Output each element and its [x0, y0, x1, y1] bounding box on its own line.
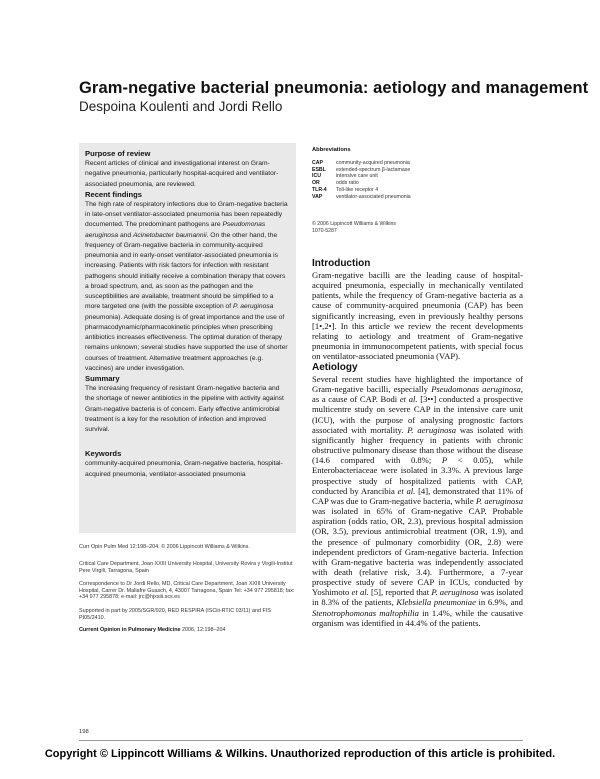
abbreviation-row	[312, 173, 411, 180]
footer-divider	[79, 740, 523, 741]
abbreviation-definition: Toll-like receptor 4	[336, 186, 379, 193]
abbreviation-code: TLR-4	[312, 186, 327, 193]
correspondence: Correspondence to Dr Jordi Rello, MD, Critical Care Department, Joan XXIII University Hospital, Carrer Dr. Mallafre Guasch, 4, 43007 Tarragona, Spain Tel: +34 977 295818; fax: +34 977 295878; e-mail: jrc@hjxxiii.scs.es	[79, 581, 295, 601]
summary-text: The increasing frequency of resistant Gram-negative bacteria and the shortage of newer antibiotics in the pipeline with activity against Gram-negative bacteria is of concern. Early effective antimicrobial treatment is a key for the resolution of infection and improved survival.	[85, 385, 284, 433]
citation: Curr Opin Pulm Med 12:198–204. © 2006 Lippincott Williams & Wilkins.	[79, 544, 250, 550]
abbreviation-row	[312, 187, 411, 194]
copyright-footer: Copyright © Lippincott Williams & Wilkins. Unauthorized reproduction of this article is prohibited.	[44, 748, 556, 760]
keywords-heading: Keywords	[85, 449, 122, 459]
abbreviation-row	[312, 194, 411, 201]
abstract-box	[79, 143, 296, 533]
introduction-text: Gram-negative bacilli are the leading cause of hospital-acquired pneumonia, especially in mechanically ventilated patients, while the frequency of Gram-negative bacteria as a cause of community-acquired pneumonia (CAP) has been significantly increasing, even in previously healthy persons [1•,2•]. In this article we review the recent developments relating to aetiology and treatment of Gram-negative pneumonia in immunocompetent patients, with special focus on ventilator-associated pneumonia (VAP).	[312, 270, 523, 362]
abbreviation-row	[312, 167, 411, 174]
introduction-heading: Introduction	[312, 258, 371, 269]
abbreviation-row	[312, 180, 411, 187]
abbreviation-code: CAP	[312, 160, 323, 166]
abbreviation-row	[312, 160, 411, 167]
abbreviation-definition: intensive care unit	[336, 173, 378, 180]
page-number: 198	[79, 729, 89, 735]
abbreviation-definition: odds ratio	[336, 180, 359, 187]
article-title: Gram-negative bacterial pneumonia: aetiology and management	[79, 79, 589, 97]
journal-info: Current Opinion in Pulmonary Medicine 2006, 12:198–204	[79, 627, 226, 633]
purpose-text: Recent articles of clinical and investigational interest on Gram-negative pneumonia, particularly hospital-acquired and ventilator-associated pneumonia, are reviewed.	[85, 160, 279, 188]
funding-note: Supported in part by 2005/SGR/920, RED RESPIRA (ISCiii-RTIC 03/11) and FIS PI05/2410.	[79, 608, 271, 621]
copyright-note: © 2006 Lippincott Williams & Wilkins 1070-5287	[312, 221, 396, 234]
abbreviation-definition: ventilator-associated pneumonia	[336, 193, 411, 200]
findings-heading: Recent findings	[85, 189, 142, 199]
abbreviation-definition: community-acquired pneumonia	[336, 160, 410, 166]
abbreviation-definition: extended-spectrum β-lactamase	[336, 166, 411, 173]
abbreviation-code: ESBL	[312, 166, 326, 173]
keywords-text: community-acquired pneumonia, Gram-negative bacteria, hospital-acquired pneumonia, ventilator-associated pneumonia	[85, 460, 283, 478]
affiliation: Critical Care Department, Joan XXIII University Hospital, University Rovira y Virgili-Institut Pere Virgili, Tarragona, Spain	[79, 561, 293, 574]
abbreviations-title: Abbreviations	[312, 147, 351, 153]
purpose-heading: Purpose of review	[85, 149, 151, 158]
abbreviation-code: VAP	[312, 193, 323, 200]
aetiology-heading: Aetiology	[312, 362, 358, 373]
summary-heading: Summary	[85, 374, 120, 383]
article-authors: Despoina Koulenti and Jordi Rello	[79, 99, 283, 114]
abbreviation-code: OR	[312, 180, 320, 187]
abbreviation-code: ICU	[312, 173, 321, 180]
findings-text: The high rate of respiratory infections due to Gram-negative bacteria in late-onset ventilator-associated pneumonia has been repeatedly documented. The predominant pathogens are Pseudomonas aeruginosa and Acinetobacter baumannii. On the other hand, the frequency of Gram-negative bacteria in community-acquired pneumonia and in early-onset ventilator-associated pneumonia is increasing. Patients with risk factors for infection with resistant pathogens should initially receive a combination therapy that covers a broad spectrum, and, as soon as the pathogen and the susceptibilities are available, treatment should be simplified to a more targeted one (with the possible exception of P. aeruginosa pneumonia). Adequate dosing is of great importance and the use of pharmacodynamic/pharmacokinetic principles when prescribing antibiotics increases effectiveness. The optimal duration of therapy remains unknown; several studies have supported the use of shorter courses of treatment. Alternative treatment approaches (e.g. vaccines) are under investigation.	[85, 200, 288, 372]
abbreviations-list	[312, 160, 411, 200]
aetiology-text: Several recent studies have highlighted the importance of Gram-negative bacilli, especially Pseudomonas aeruginosa, as a cause of CAP. Bodi et al. [3••] conducted a prospective multicentre study on severe CAP in the intensive care unit (ICU), with the purpose of analysing prognostic factors associated with mortality. P. aeruginosa was isolated with significantly higher frequency in patients with chronic obstructive pulmonary disease than those without the disease (14.6 compared with 0.8%; P < 0.05), while Enterobacteriaceae were isolated in 3.3%. A previous large prospective study of hospitalized patients with CAP, conducted by Arancibia et al. [4], demonstrated that 11% of CAP was due to Gram-negative bacteria, while P. aeruginosa was isolated in 65% of Gram-negative CAP. Probable aspiration (odds ratio, OR, 2.3), previous hospital admission (OR, 3.5), previous antimicrobial treatment (OR, 1.9), and the presence of pulmonary comorbidity (OR, 2.8) were independent predictors of Gram-negative bacteria. Infection with Gram-negative bacteria was independently associated with death (relative risk, 3.4). Furthermore, a 7-year prospective study of severe CAP in ICUs, conducted by Yoshimoto et al. [5], reported that P. aeruginosa was isolated in 8.3% of the patients, Klebsiella pneumoniae in 6.9%, and Stenotrophomonas maltophilia in 1.4%, while the causative organism was identified in 44.4% of the patients.	[312, 374, 523, 628]
